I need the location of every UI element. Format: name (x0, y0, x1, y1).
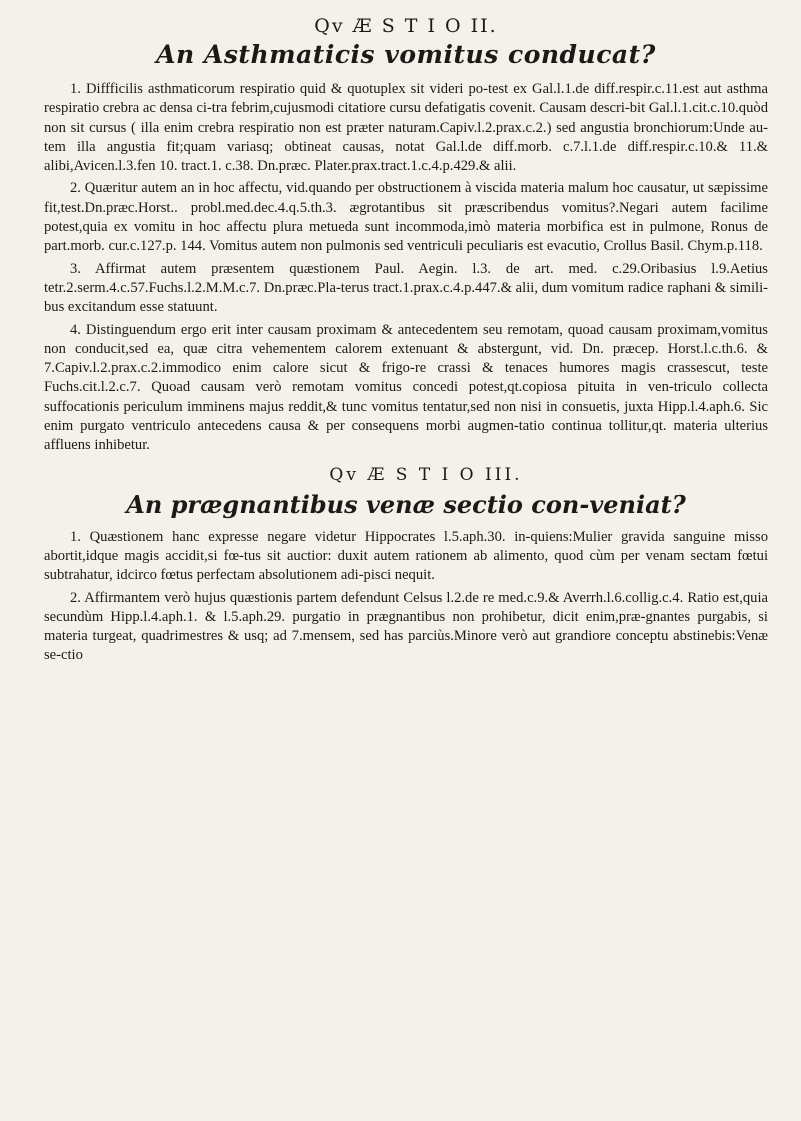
paragraph-4: 4. Distinguendum ergo erit inter causam proximam & antecedentem seu remotam, quoad causam proximam,vomitus non conducit,sed ea, quæ citra vehementem calorem extenuant & abstergunt, vid. Dn. præcep. Horst.l.c.th.6. & 7.Capiv.l.2.prax.c.2.immodico enim calore sicut & frigo-re crassi & tenaces humores magis crassescut, teste Fuchs.cit.l.2.c.7. Quoad causam verò remotam vomitus concedi potest,qt.copiosa pituita in ven-triculo collecta suffocationis periculum imminens majus reddit,& tunc vomitus tentatur,sed non nisi in consuetis, juxta Hipp.l.4.aph.6. Sic enim purgato ventriculo antecedens causa & per consequens morbi augmen-tatio continua tollitur,qt. materia ulterius affluens inhibetur. (44, 321, 768, 454)
paragraph-2: 2. Quæritur autem an in hoc affectu, vid.quando per obstructionem à viscida materia malum hoc causatur, ut sæpissime fit,test.Dn.præc.Horst.. probl.med.dec.4.q.5.th.3. ægrotantibus sit præscribendus vomitus?.Negari autem facilime potest,quia ex vomitu in hoc affectu plura metueda sunt incommoda,imò materia morbifica est in pulmone, Ronus de part.morb. cur.c.127.p. 144. Vomitus autem non pulmonis sed ventriculi peculiaris est evacutio, Crollus Basil. Chym.p.118. (44, 180, 768, 255)
paragraph-1: 1. Diffficilis asthmaticorum respiratio quid & quotuplex sit videri po-test ex Gal.l.1.de diff.respir.c.11.est aut asthma respiratio crebra ac densa ci-tra febrim,cujusmodi citatiore cursu defatigatis covenit. Causam descri-bit Gal.l.1.cit.c.10.quòd non sit cursus ( illa enim crebra respiratio non est præter naturam.Capiv.l.2.prax.c.2.) sed angustia bronchiorum:Unde au-tem illa angustia fit;quam variasq; obtineat causas, notat Gal.l.de diff.morb. c.7.l.1.de diff.respir.c.10.& 11.& alibi,Avicen.l.3.fen 10. tract.1. c.38. Dn.præc. Plater.prax.tract.1.c.4.p.429.& alii. (44, 81, 768, 175)
question-heading-2: Qv Æ S T I O III. (329, 464, 523, 485)
question-title: An Asthmaticis vomitus conducat? (156, 40, 656, 69)
question-title-2: An prægnantibus venæ sectio con-veniat? (126, 489, 686, 519)
document-page (44, 14, 768, 1104)
paragraph-2-2: 2. Affirmantem verò hujus quæstionis partem defendunt Celsus l.2.de re med.c.9.& Averrh.l.6.collig.c.4. Ratio est,quia secundùm Hipp.l.4.aph.1. & l.5.aph.29. purgatio in prægnantibus non prohibetur, dicit enim,præ-gnantes purgabis, si materia turgeat, quadrimestres & usq; ad 7.mensem, sed has parciùs.Minore verò aut grandiore conceptu abstinebis:Venæ se-ctio (44, 589, 768, 664)
paragraph-2-1: 1. Quæstionem hanc expresse negare videtur Hippocrates l.5.aph.30. in-quiens:Mulier gravida sanguine misso abortit,idque magis accidit,si fœ-tus sit auctior: duxit autem rationem ab alimento, quod cùm per venam sectam fœtui subtrahatur, idcirco fœtus perfectam absolutionem adi-pisci nequit. (44, 528, 768, 584)
paragraph-3: 3. Affirmat autem præsentem quæstionem Paul. Aegin. l.3. de art. med. c.29.Oribasius l.9.Aetius tetr.2.serm.4.c.57.Fuchs.l.2.M.M.c.7. Dn.præc.Pla-terus tract.1.prax.c.4.p.447.& alii, dum vomitum radice raphani & simili-bus excitandum esse statuunt. (44, 260, 768, 316)
question-heading: Qv Æ S T I O II. (314, 15, 498, 37)
